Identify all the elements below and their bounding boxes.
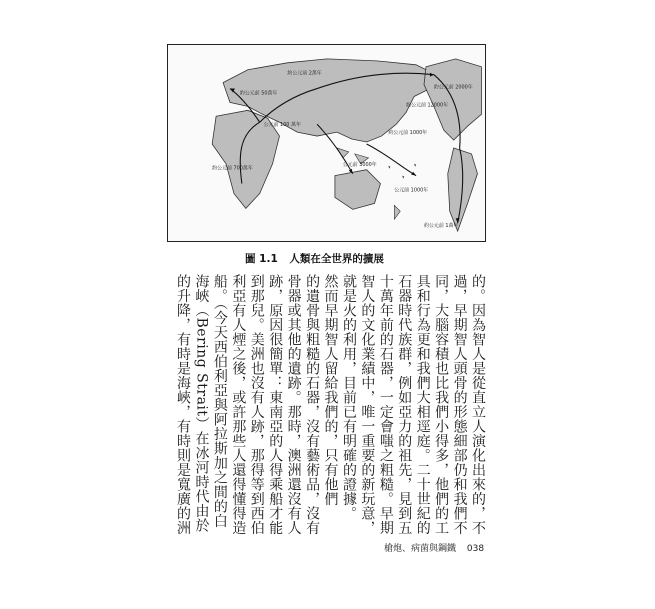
svg-text:公元前 1000年: 公元前 1000年 [394,187,429,194]
text-column: 的。因為智人是從直立人演化出來的，不 [470,274,486,535]
svg-text:約公元前 2萬年: 約公元前 2萬年 [287,70,322,77]
text-column: 骨器或其他的遺跡。那時，澳洲還沒有人 [285,274,302,535]
svg-text:約公元前 50萬年: 約公元前 50萬年 [239,90,278,97]
text-column: 過，早期智人頭骨的形態細部仍和我們不 [451,274,468,535]
page-number: 038 [466,544,485,554]
text-column: 然而早期智人留給我們的，只有他們 [322,274,339,506]
world-expansion-map [167,44,486,242]
text-column: 的升降，有時是海峽，有時則是寬廣的洲 [175,274,191,535]
new-zealand [394,205,400,219]
figure-number: 圖 1.1 [245,253,278,265]
text-column: 智人的文化業績中，唯一重要的新玩意， [359,274,376,535]
vertical-text-body [174,274,486,536]
text-column: 船。（今天西伯利亞與阿拉斯加之間的白 [211,274,228,528]
text-column: 跡，原因很簡單：東南亞的人得乘船才能 [267,274,284,535]
text-column: 十萬年前的石器，一定會嗤之粗糙。早期 [377,274,394,535]
page-footer [384,541,494,554]
svg-text:約公元前 12000年: 約公元前 12000年 [406,102,449,109]
book-title: 槍炮、病菌與鋼鐵 [384,544,457,554]
figure-caption [245,251,415,266]
svg-text:約公元前 2000年: 約公元前 2000年 [433,84,473,91]
text-column: 具和行為更和我們大相逕庭。二十世紀的 [414,274,431,535]
figure-title: 人類在全世界的擴展 [289,253,384,265]
text-column: 海峽（Bering Strait）在冰河時代由於 [193,274,210,533]
svg-text:公元前 3000年: 公元前 3000年 [342,161,377,168]
map-svg [168,45,485,241]
text-column: 的遺骨與粗糙的石器，沒有藝術品，沒有 [304,274,321,535]
text-column: 利亞有人煙之後，或許那些人還得懂得造 [230,274,247,535]
svg-text:約公元前 1萬年: 約公元前 1萬年 [424,223,459,230]
text-column: 就是火的利用，目前已有明確的證據。 [340,274,357,521]
svg-text:約公元前 700萬年: 約公元前 700萬年 [212,165,253,172]
text-column: 到那兒。美洲也沒有人跡，那得等到西伯 [248,274,265,535]
australia-landmass [335,170,381,210]
text-column: 同，大腦容積也比我們小得多，他們的工 [433,274,450,535]
svg-text:公元前 100 萬年: 公元前 100 萬年 [263,122,301,129]
svg-text:約公元前 1000年: 約公元前 1000年 [388,130,428,137]
text-column: 石器時代族群，例如亞力的祖先，見到五 [396,274,413,535]
